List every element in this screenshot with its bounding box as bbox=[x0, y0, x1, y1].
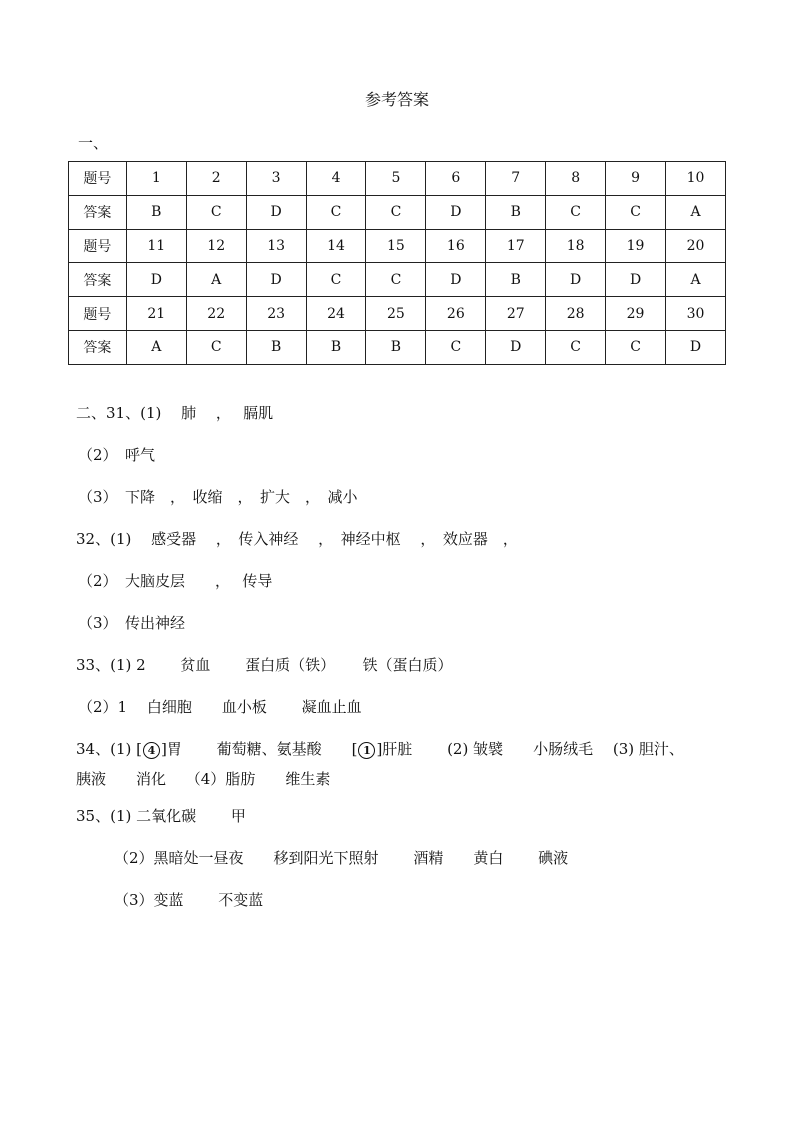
page-title: 参考答案 bbox=[364, 90, 429, 109]
row-header-cell: 答案 bbox=[69, 330, 127, 364]
table-cell: 4 bbox=[306, 162, 366, 196]
table-cell: D bbox=[246, 195, 306, 229]
table-cell: C bbox=[366, 195, 426, 229]
table-row bbox=[69, 263, 726, 297]
table-cell: 20 bbox=[666, 229, 726, 263]
table-cell: D bbox=[666, 330, 726, 364]
table-cell: A bbox=[126, 330, 186, 364]
table-cell: 19 bbox=[606, 229, 666, 263]
table-row bbox=[69, 330, 726, 364]
table-cell: 15 bbox=[366, 229, 426, 263]
answer-35-1: 35、(1) 二氧化碳 甲 bbox=[76, 807, 246, 825]
table-cell: A bbox=[186, 263, 246, 297]
table-cell: C bbox=[426, 330, 486, 364]
row-header-cell: 答案 bbox=[69, 263, 127, 297]
table-row bbox=[69, 162, 726, 196]
table-row bbox=[69, 229, 726, 263]
table-cell: C bbox=[306, 263, 366, 297]
answer-34-1-part-a: 34、(1) [ bbox=[76, 740, 142, 758]
row-header-cell: 题号 bbox=[69, 229, 127, 263]
row-header-cell: 答案 bbox=[69, 195, 127, 229]
answer-35-3: （3）变蓝 不变蓝 bbox=[114, 891, 264, 909]
table-cell: B bbox=[486, 195, 546, 229]
answer-31-2: （2） 呼气 bbox=[78, 446, 156, 464]
table-cell: 28 bbox=[546, 297, 606, 331]
table-cell: C bbox=[546, 330, 606, 364]
table-cell: C bbox=[186, 330, 246, 364]
table-cell: 17 bbox=[486, 229, 546, 263]
table-cell: 21 bbox=[126, 297, 186, 331]
table-cell: 8 bbox=[546, 162, 606, 196]
table-cell: 6 bbox=[426, 162, 486, 196]
answer-31-3: （3） 下降 ， 收缩 ， 扩大 ， 减小 bbox=[78, 488, 358, 506]
table-cell: 23 bbox=[246, 297, 306, 331]
table-cell: B bbox=[366, 330, 426, 364]
table-cell: 18 bbox=[546, 229, 606, 263]
table-cell: 29 bbox=[606, 297, 666, 331]
table-cell: D bbox=[426, 263, 486, 297]
answer-34-1-part-b: ]胃 葡萄糖、氨基酸 [ bbox=[160, 740, 358, 758]
table-cell: D bbox=[426, 195, 486, 229]
table-cell: C bbox=[366, 263, 426, 297]
table-cell: D bbox=[486, 330, 546, 364]
table-cell: 11 bbox=[126, 229, 186, 263]
table-cell: 16 bbox=[426, 229, 486, 263]
table-cell: C bbox=[606, 330, 666, 364]
table-cell: 10 bbox=[666, 162, 726, 196]
table-cell: 30 bbox=[666, 297, 726, 331]
circled-number-4: 4 bbox=[143, 742, 160, 759]
table-cell: A bbox=[666, 263, 726, 297]
table-cell: 27 bbox=[486, 297, 546, 331]
answer-34-1 bbox=[76, 739, 684, 759]
table-cell: 7 bbox=[486, 162, 546, 196]
table-cell: D bbox=[606, 263, 666, 297]
table-cell: 9 bbox=[606, 162, 666, 196]
table-cell: B bbox=[246, 330, 306, 364]
table-cell: D bbox=[546, 263, 606, 297]
row-header-cell: 题号 bbox=[69, 297, 127, 331]
table-cell: 12 bbox=[186, 229, 246, 263]
answer-33-2: （2）1 白细胞 血小板 凝血止血 bbox=[78, 698, 362, 716]
table-cell: 22 bbox=[186, 297, 246, 331]
answer-34-2: 胰液 消化 （4）脂肪 维生素 bbox=[76, 770, 331, 788]
answer-35-2: （2）黑暗处一昼夜 移到阳光下照射 酒精 黄白 碘液 bbox=[114, 849, 569, 867]
table-cell: C bbox=[186, 195, 246, 229]
row-header-cell: 题号 bbox=[69, 162, 127, 196]
table-cell: 2 bbox=[186, 162, 246, 196]
answer-table bbox=[68, 161, 726, 365]
table-cell: 3 bbox=[246, 162, 306, 196]
table-cell: C bbox=[606, 195, 666, 229]
answer-32-1: 32、(1) 感受器 ， 传入神经 ， 神经中枢 ， 效应器 ， bbox=[76, 530, 518, 548]
table-cell: 13 bbox=[246, 229, 306, 263]
table-cell: 5 bbox=[366, 162, 426, 196]
circled-number-1: 1 bbox=[358, 742, 375, 759]
table-cell: B bbox=[126, 195, 186, 229]
table-cell: D bbox=[246, 263, 306, 297]
table-cell: 14 bbox=[306, 229, 366, 263]
table-row bbox=[69, 297, 726, 331]
answer-32-3: （3） 传出神经 bbox=[78, 614, 186, 632]
table-row bbox=[69, 195, 726, 229]
answer-31-1: 二、31、(1) 肺 ， 膈肌 bbox=[76, 404, 274, 422]
table-cell: C bbox=[546, 195, 606, 229]
section-one-label: 一、 bbox=[78, 134, 109, 152]
table-cell: C bbox=[306, 195, 366, 229]
table-cell: B bbox=[306, 330, 366, 364]
table-cell: 24 bbox=[306, 297, 366, 331]
table-cell: D bbox=[126, 263, 186, 297]
answer-34-1-part-c: ]肝脏 (2) 皱襞 小肠绒毛 (3) 胆汁、 bbox=[376, 740, 684, 758]
answer-33-1: 33、(1) 2 贫血 蛋白质（铁） 铁（蛋白质） bbox=[76, 656, 453, 674]
table-cell: 25 bbox=[366, 297, 426, 331]
table-cell: 26 bbox=[426, 297, 486, 331]
table-cell: B bbox=[486, 263, 546, 297]
answer-32-2: （2） 大脑皮层 ， 传导 bbox=[78, 572, 273, 590]
table-cell: 1 bbox=[126, 162, 186, 196]
table-cell: A bbox=[666, 195, 726, 229]
